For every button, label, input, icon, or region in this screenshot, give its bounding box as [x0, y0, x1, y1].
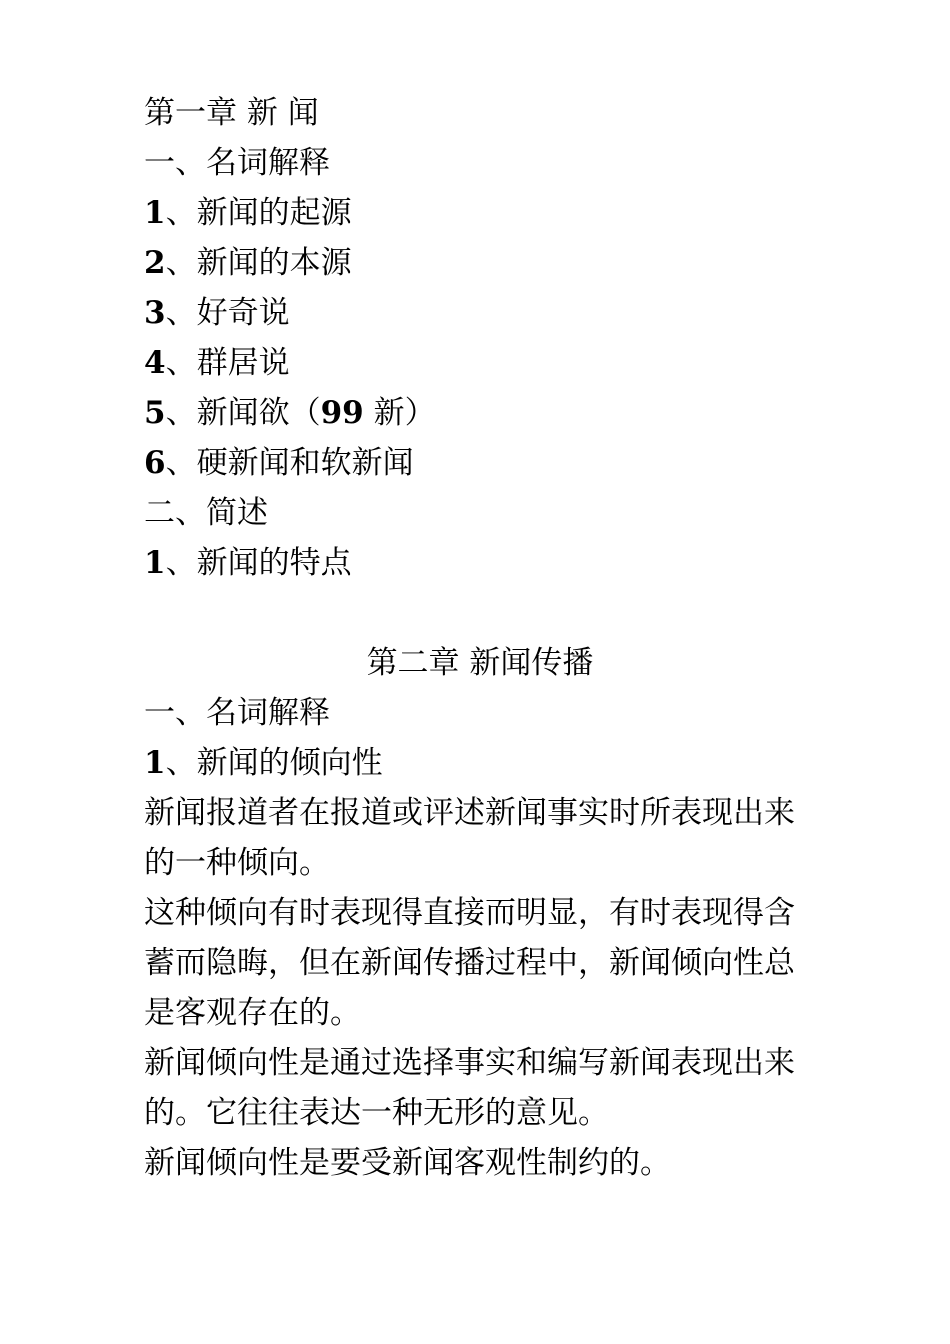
term-item-1	[144, 738, 816, 788]
term-number: 4	[144, 345, 166, 381]
chapter1-section1-heading: 一、名词解释	[144, 145, 330, 181]
term-separator: 、	[165, 745, 197, 781]
term-separator: 、	[165, 445, 197, 481]
term-separator: 、	[165, 295, 197, 331]
term-text: 新闻的起源	[196, 195, 352, 231]
term-item-1	[144, 188, 816, 238]
term-item-6	[144, 438, 816, 488]
term-item-5	[144, 388, 816, 438]
term-text: 群居说	[196, 345, 290, 381]
term-text: 好奇说	[196, 295, 290, 331]
term-separator: 、	[165, 395, 197, 431]
blank-line	[144, 588, 816, 638]
definition-paragraph: 新闻倾向性是要受新闻客观性制约的。	[144, 1145, 671, 1181]
term-number: 5	[144, 395, 166, 431]
term-number: 3	[144, 295, 166, 331]
brief-separator: 、	[165, 545, 197, 581]
term-text: 新闻欲（	[196, 395, 321, 431]
term-item-2	[144, 238, 816, 288]
brief-number: 1	[144, 545, 166, 581]
chapter2-section1-heading: 一、名词解释	[144, 695, 330, 731]
chapter1-section2-heading: 二、简述	[144, 495, 268, 531]
term-item-3	[144, 288, 816, 338]
chapter1-title: 第一章 新 闻	[144, 95, 319, 131]
term-separator: 、	[165, 245, 197, 281]
term-number: 2	[144, 245, 166, 281]
term-separator: 、	[165, 345, 197, 381]
term-item-4	[144, 338, 816, 388]
document-body	[144, 88, 816, 1188]
term-text: 硬新闻和软新闻	[196, 445, 414, 481]
term-text-tail: 新）	[363, 395, 436, 431]
brief-item-1	[144, 538, 816, 588]
term-separator: 、	[165, 195, 197, 231]
definition-paragraph: 新闻报道者在报道或评述新闻事实时所表现出来的一种倾向。	[144, 795, 795, 881]
definition-paragraph: 新闻倾向性是通过选择事实和编写新闻表现出来的。它往往表达一种无形的意见。	[144, 1045, 795, 1131]
term-text: 新闻的本源	[196, 245, 352, 281]
brief-text: 新闻的特点	[196, 545, 352, 581]
definition-paragraph: 这种倾向有时表现得直接而明显，有时表现得含蓄而隐晦，但在新闻传播过程中，新闻倾向性总是客观存在的。	[144, 895, 795, 1031]
term-number: 6	[144, 445, 166, 481]
term-number: 1	[144, 745, 166, 781]
term-number: 1	[144, 195, 166, 231]
term-text: 新闻的倾向性	[196, 745, 383, 781]
chapter2-title: 第二章 新闻传播	[366, 645, 594, 681]
term-year-number: 99	[320, 395, 364, 431]
